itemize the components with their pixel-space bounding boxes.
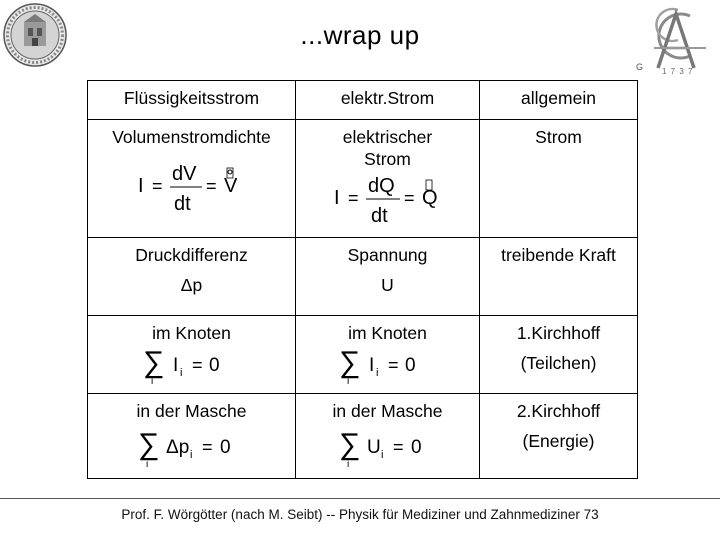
- cell-label: in der Masche: [136, 401, 247, 421]
- svg-text:dQ: dQ: [367, 175, 395, 197]
- svg-text:i: i: [150, 376, 153, 384]
- cell-general-current: Strom: [480, 120, 638, 238]
- svg-text:i: i: [346, 376, 349, 384]
- svg-text:=: =: [191, 355, 203, 375]
- header-cell-fluid: Flüssigkeitsstrom: [88, 81, 296, 120]
- svg-text:0: 0: [410, 437, 422, 458]
- svg-text:dV: dV: [171, 163, 196, 185]
- svg-text:=: =: [392, 437, 404, 457]
- table-row: [88, 120, 638, 238]
- svg-text:=: =: [347, 188, 359, 208]
- svg-text:0: 0: [208, 355, 220, 376]
- cell-label-line2: Δp: [180, 275, 203, 295]
- mesh-sum-formula-fluid: [132, 424, 252, 468]
- cell-label-line2: (Teilchen): [520, 353, 597, 373]
- svg-text:i: i: [346, 459, 349, 468]
- svg-text:=: =: [151, 176, 163, 196]
- svg-text:∑: ∑: [137, 428, 159, 461]
- slide-title: ...wrap up: [300, 20, 420, 50]
- logo-year: 1 7 3 7: [662, 67, 694, 76]
- cell-driving-force: treibende Kraft: [480, 238, 638, 316]
- cell-label-line1: Druckdifferenz: [135, 245, 248, 265]
- node-sum-formula-fluid: [137, 344, 247, 384]
- svg-text:=: =: [205, 176, 217, 196]
- svg-text:I: I: [137, 175, 144, 197]
- svg-text:Δp: Δp: [165, 437, 189, 458]
- svg-text:i: i: [179, 367, 182, 379]
- svg-text:∑: ∑: [338, 428, 360, 461]
- mesh-sum-formula-electric: [333, 424, 443, 468]
- table-row: [88, 238, 638, 316]
- cell-label-line1: elektrischer: [342, 127, 433, 147]
- svg-text:∑: ∑: [338, 346, 360, 379]
- cell-label: in der Masche: [332, 401, 443, 421]
- slide-footer: Prof. F. Wörgötter (nach M. Seibt) -- Physik für Mediziner und Zahnmediziner 73: [121, 507, 599, 522]
- svg-text:i: i: [189, 449, 192, 461]
- cell-label-line2: Strom: [364, 149, 411, 169]
- svg-text:dt: dt: [370, 205, 388, 227]
- cell-label-line1: 1.Kirchhoff: [516, 323, 601, 343]
- svg-text:U: U: [366, 437, 381, 458]
- comparison-table: [87, 80, 638, 479]
- svg-text:V: V: [223, 175, 237, 197]
- svg-text:=: =: [201, 437, 213, 457]
- charge-current-formula: [328, 170, 448, 230]
- svg-text:0: 0: [219, 437, 231, 458]
- footer-divider: [0, 498, 720, 499]
- node-sum-formula-electric: [333, 344, 443, 384]
- cell-voltage: [296, 238, 480, 316]
- cell-label: im Knoten: [348, 323, 427, 343]
- svg-text:I: I: [333, 187, 340, 209]
- svg-text:I: I: [172, 355, 178, 376]
- cell-kirchhoff-2: [480, 394, 638, 479]
- svg-text:=: =: [403, 188, 415, 208]
- cell-label-line1: Spannung: [347, 245, 428, 265]
- cell-volume-flux: [88, 120, 296, 238]
- svg-text:i: i: [380, 449, 383, 461]
- cell-label: im Knoten: [152, 323, 231, 343]
- svg-text:0: 0: [404, 355, 416, 376]
- cell-pressure-difference: [88, 238, 296, 316]
- cell-label: Volumenstromdichte: [112, 127, 271, 147]
- svg-text:i: i: [145, 459, 148, 468]
- cell-electric-current: [296, 120, 480, 238]
- header-cell-general: allgemein: [480, 81, 638, 120]
- logo-letter: G: [636, 62, 644, 72]
- cell-mesh-fluid: [88, 394, 296, 479]
- table-row: [88, 394, 638, 479]
- svg-text:i: i: [375, 367, 378, 379]
- cell-node-fluid: [88, 316, 296, 394]
- cell-label-line1: 2.Kirchhoff: [516, 401, 601, 421]
- table-row: [88, 316, 638, 394]
- svg-text:Q: Q: [421, 187, 438, 209]
- cell-node-electric: [296, 316, 480, 394]
- svg-text:=: =: [387, 355, 399, 375]
- cell-label-line2: (Energie): [522, 431, 595, 451]
- svg-text:I: I: [368, 355, 374, 376]
- table-header-row: [88, 81, 638, 120]
- volume-current-formula: [132, 154, 252, 218]
- cell-label-line2: U: [381, 275, 394, 295]
- cell-mesh-electric: [296, 394, 480, 479]
- header-cell-electric: elektr.Strom: [296, 81, 480, 120]
- svg-text:dt: dt: [173, 193, 191, 215]
- svg-text:∑: ∑: [142, 346, 164, 379]
- cell-kirchhoff-1: [480, 316, 638, 394]
